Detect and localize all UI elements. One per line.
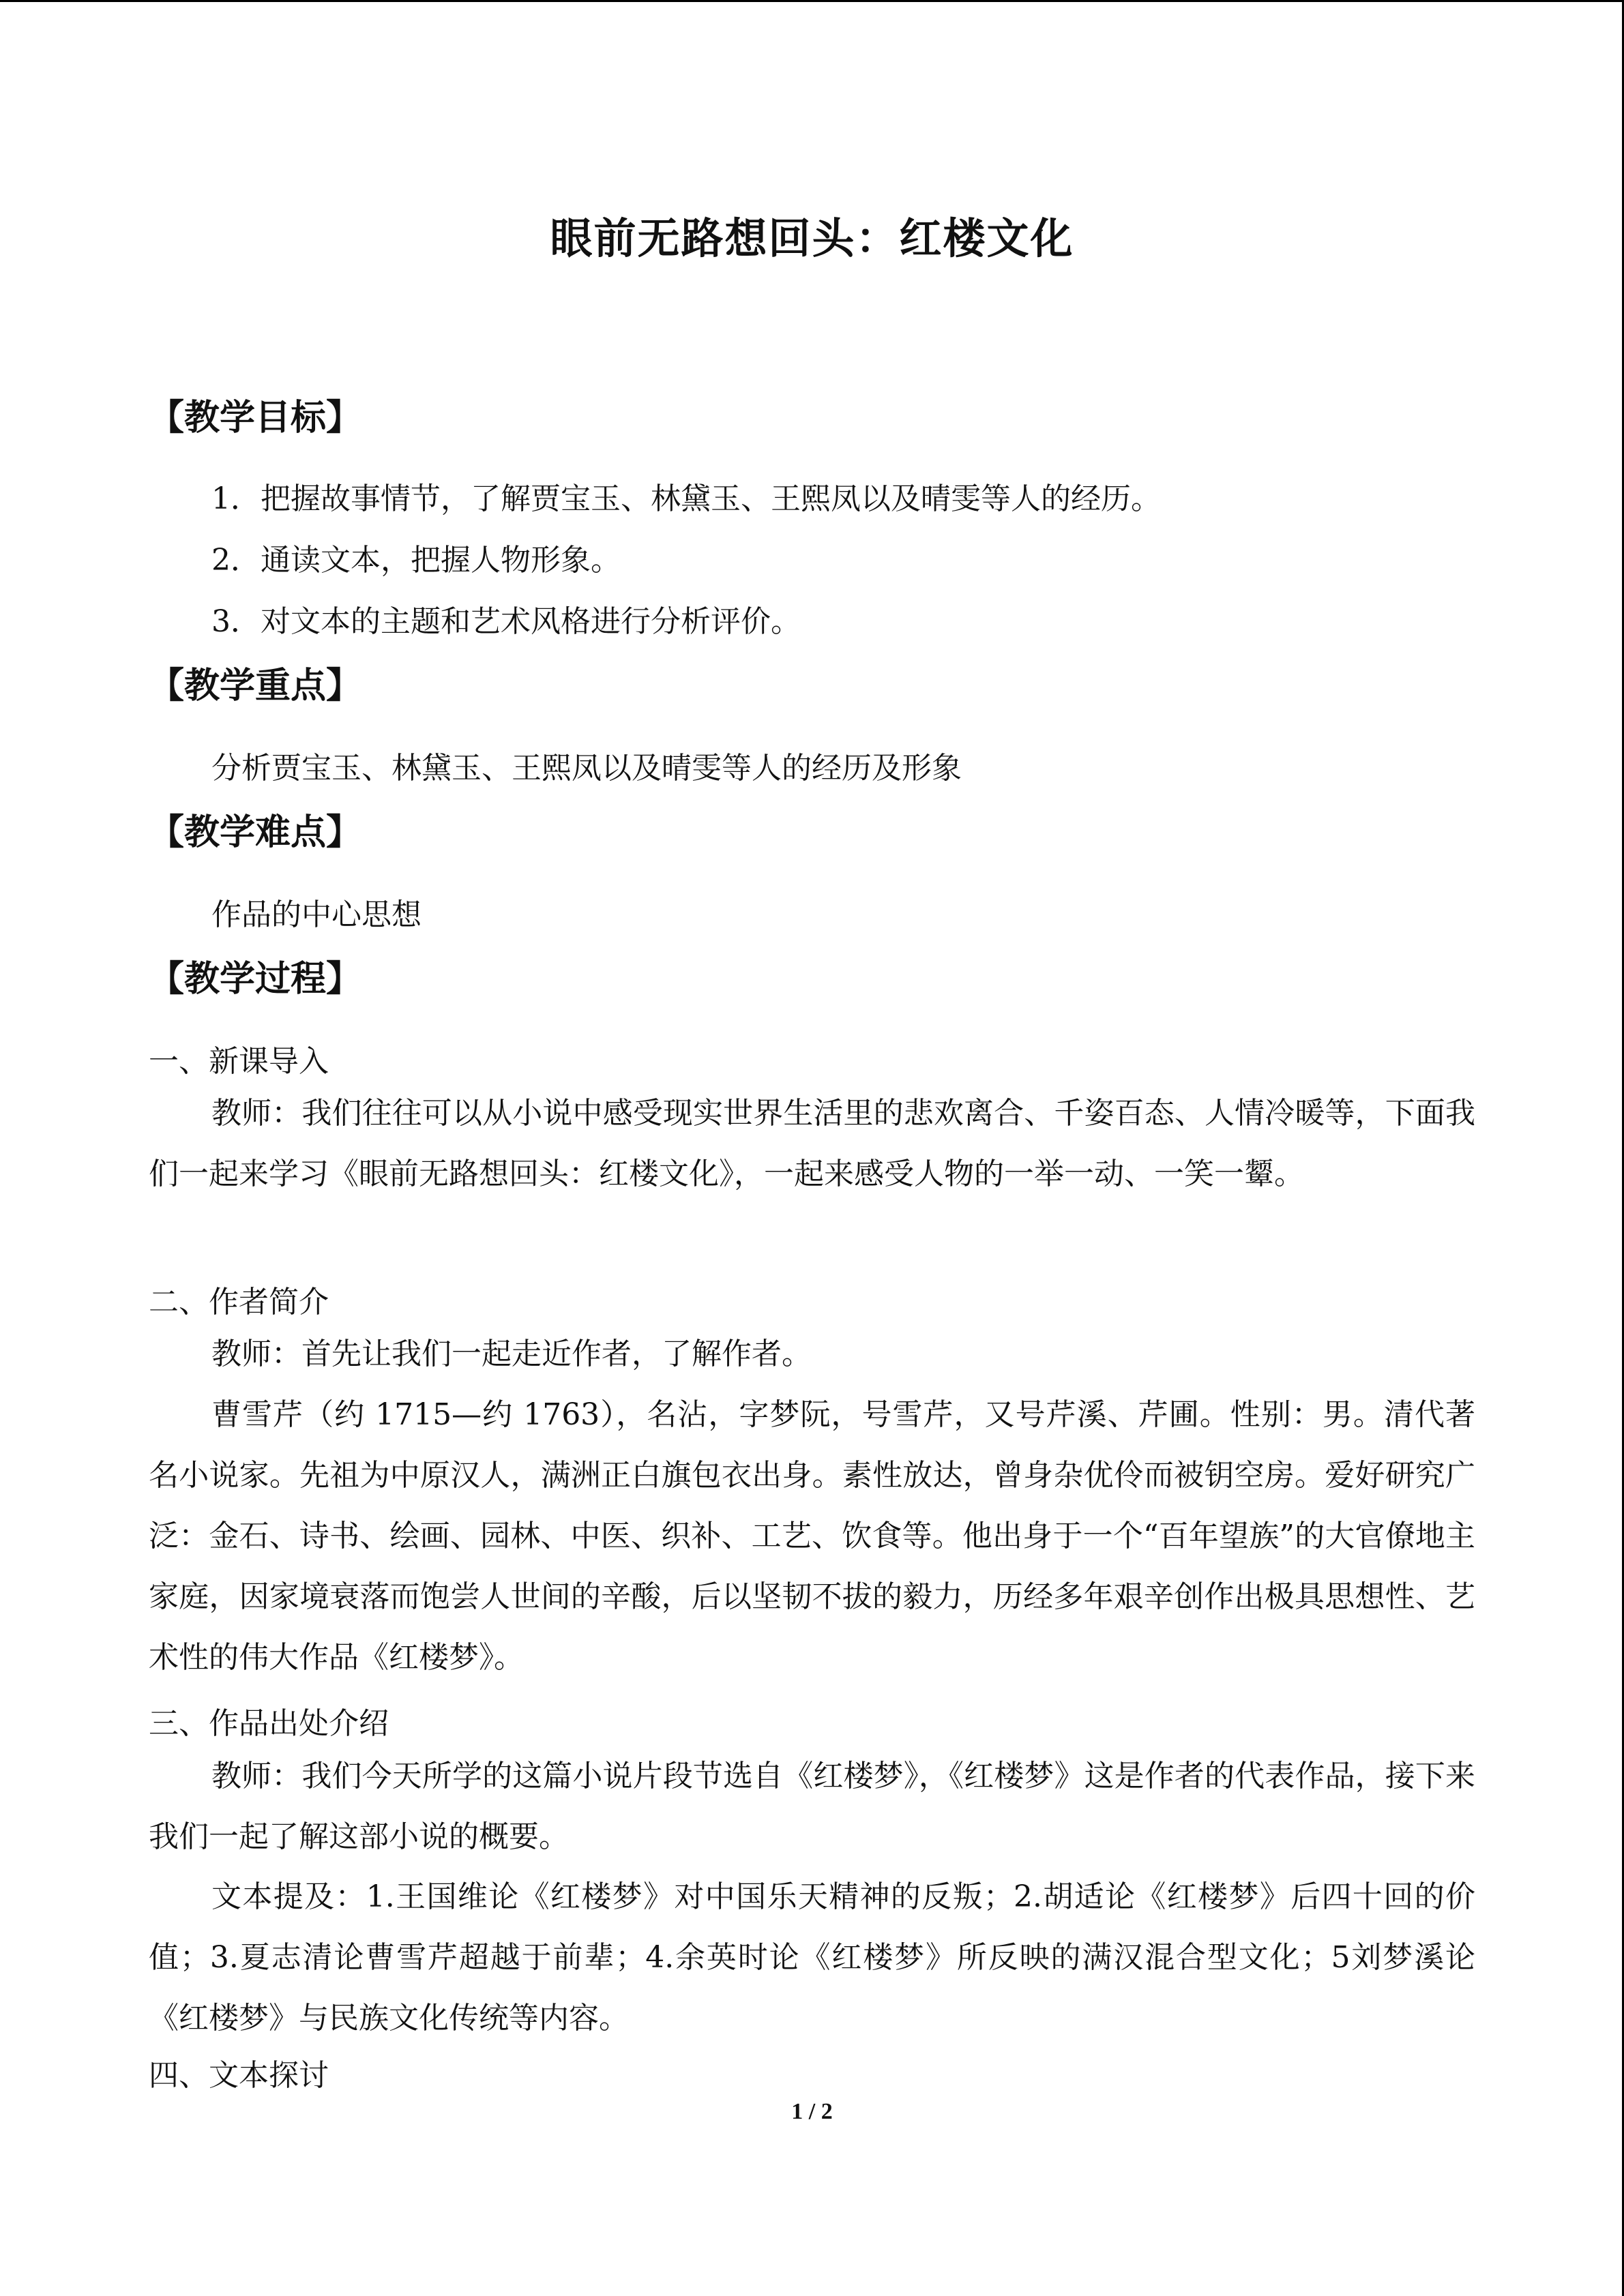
difficulties-text: 作品的中心思想 (211, 897, 422, 932)
process-heading: 【教学过程】 (149, 959, 362, 1000)
step-author-paragraph-1: 教师：首先让我们一起走近作者，了解作者。 (211, 1337, 812, 1371)
step-source-paragraph-2: 文本提及：1.王国维论《红楼梦》对中国乐天精神的反叛；2.胡适论《红楼梦》后四十回的价值；3.夏志清论曹雪芹超越于前辈；4.余英时论《红楼梦》所反映的满汉混合型文化；5刘梦溪论《红楼梦》与民族文化传统等内容。 (149, 1879, 1475, 2036)
objectives-heading: 【教学目标】 (149, 398, 362, 438)
key-points-heading: 【教学重点】 (149, 666, 362, 706)
document-title: 眼前无路想回头：红楼文化 (550, 213, 1074, 263)
step-heading-source: 三、作品出处介绍 (149, 1706, 389, 1741)
objective-item-3: 3．对文本的主题和艺术风格进行分析评价。 (211, 604, 801, 639)
difficulties-heading: 【教学难点】 (149, 812, 362, 853)
key-points-text: 分析贾宝玉、林黛玉、王熙凤以及晴雯等人的经历及形象 (211, 751, 962, 786)
objective-item-1: 1．把握故事情节，了解贾宝玉、林黛玉、王熙凤以及晴雯等人的经历。 (211, 481, 1161, 516)
step-heading-intro: 一、新课导入 (149, 1044, 329, 1079)
step-source-paragraph-1: 教师：我们今天所学的这篇小说片段节选自《红楼梦》，《红楼梦》这是作者的代表作品，接下来我们一起了解这部小说的概要。 (149, 1759, 1475, 1854)
step-author-paragraph-2: 曹雪芹（约 1715—约 1763），名沾，字梦阮，号雪芹，又号芹溪、芹圃。性别：男。清代著名小说家。先祖为中原汉人，满洲正白旗包衣出身。素性放达，曾身杂优伶而被钥空房。爱好研究广泛：金石、诗书、绘画、园林、中医、织补、工艺、饮食等。他出身于一个“百年望族”的大官僚地主家庭，因家境衰落而饱尝人世间的辛酸，后以坚韧不拔的毅力，历经多年艰辛创作出极具思想性、艺术性的伟大作品《红楼梦》。 (149, 1397, 1475, 1675)
step-heading-discussion: 四、文本探讨 (149, 2058, 329, 2093)
page-number: 1 / 2 (791, 2099, 833, 2124)
step-intro-paragraph: 教师：我们往往可以从小说中感受现实世界生活里的悲欢离合、千姿百态、人情冷暖等，下面我们一起来学习《眼前无路想回头：红楼文化》，一起来感受人物的一举一动、一笑一颦。 (149, 1096, 1475, 1191)
objective-item-2: 2．通读文本，把握人物形象。 (211, 543, 621, 578)
step-heading-author: 二、作者简介 (149, 1285, 329, 1320)
